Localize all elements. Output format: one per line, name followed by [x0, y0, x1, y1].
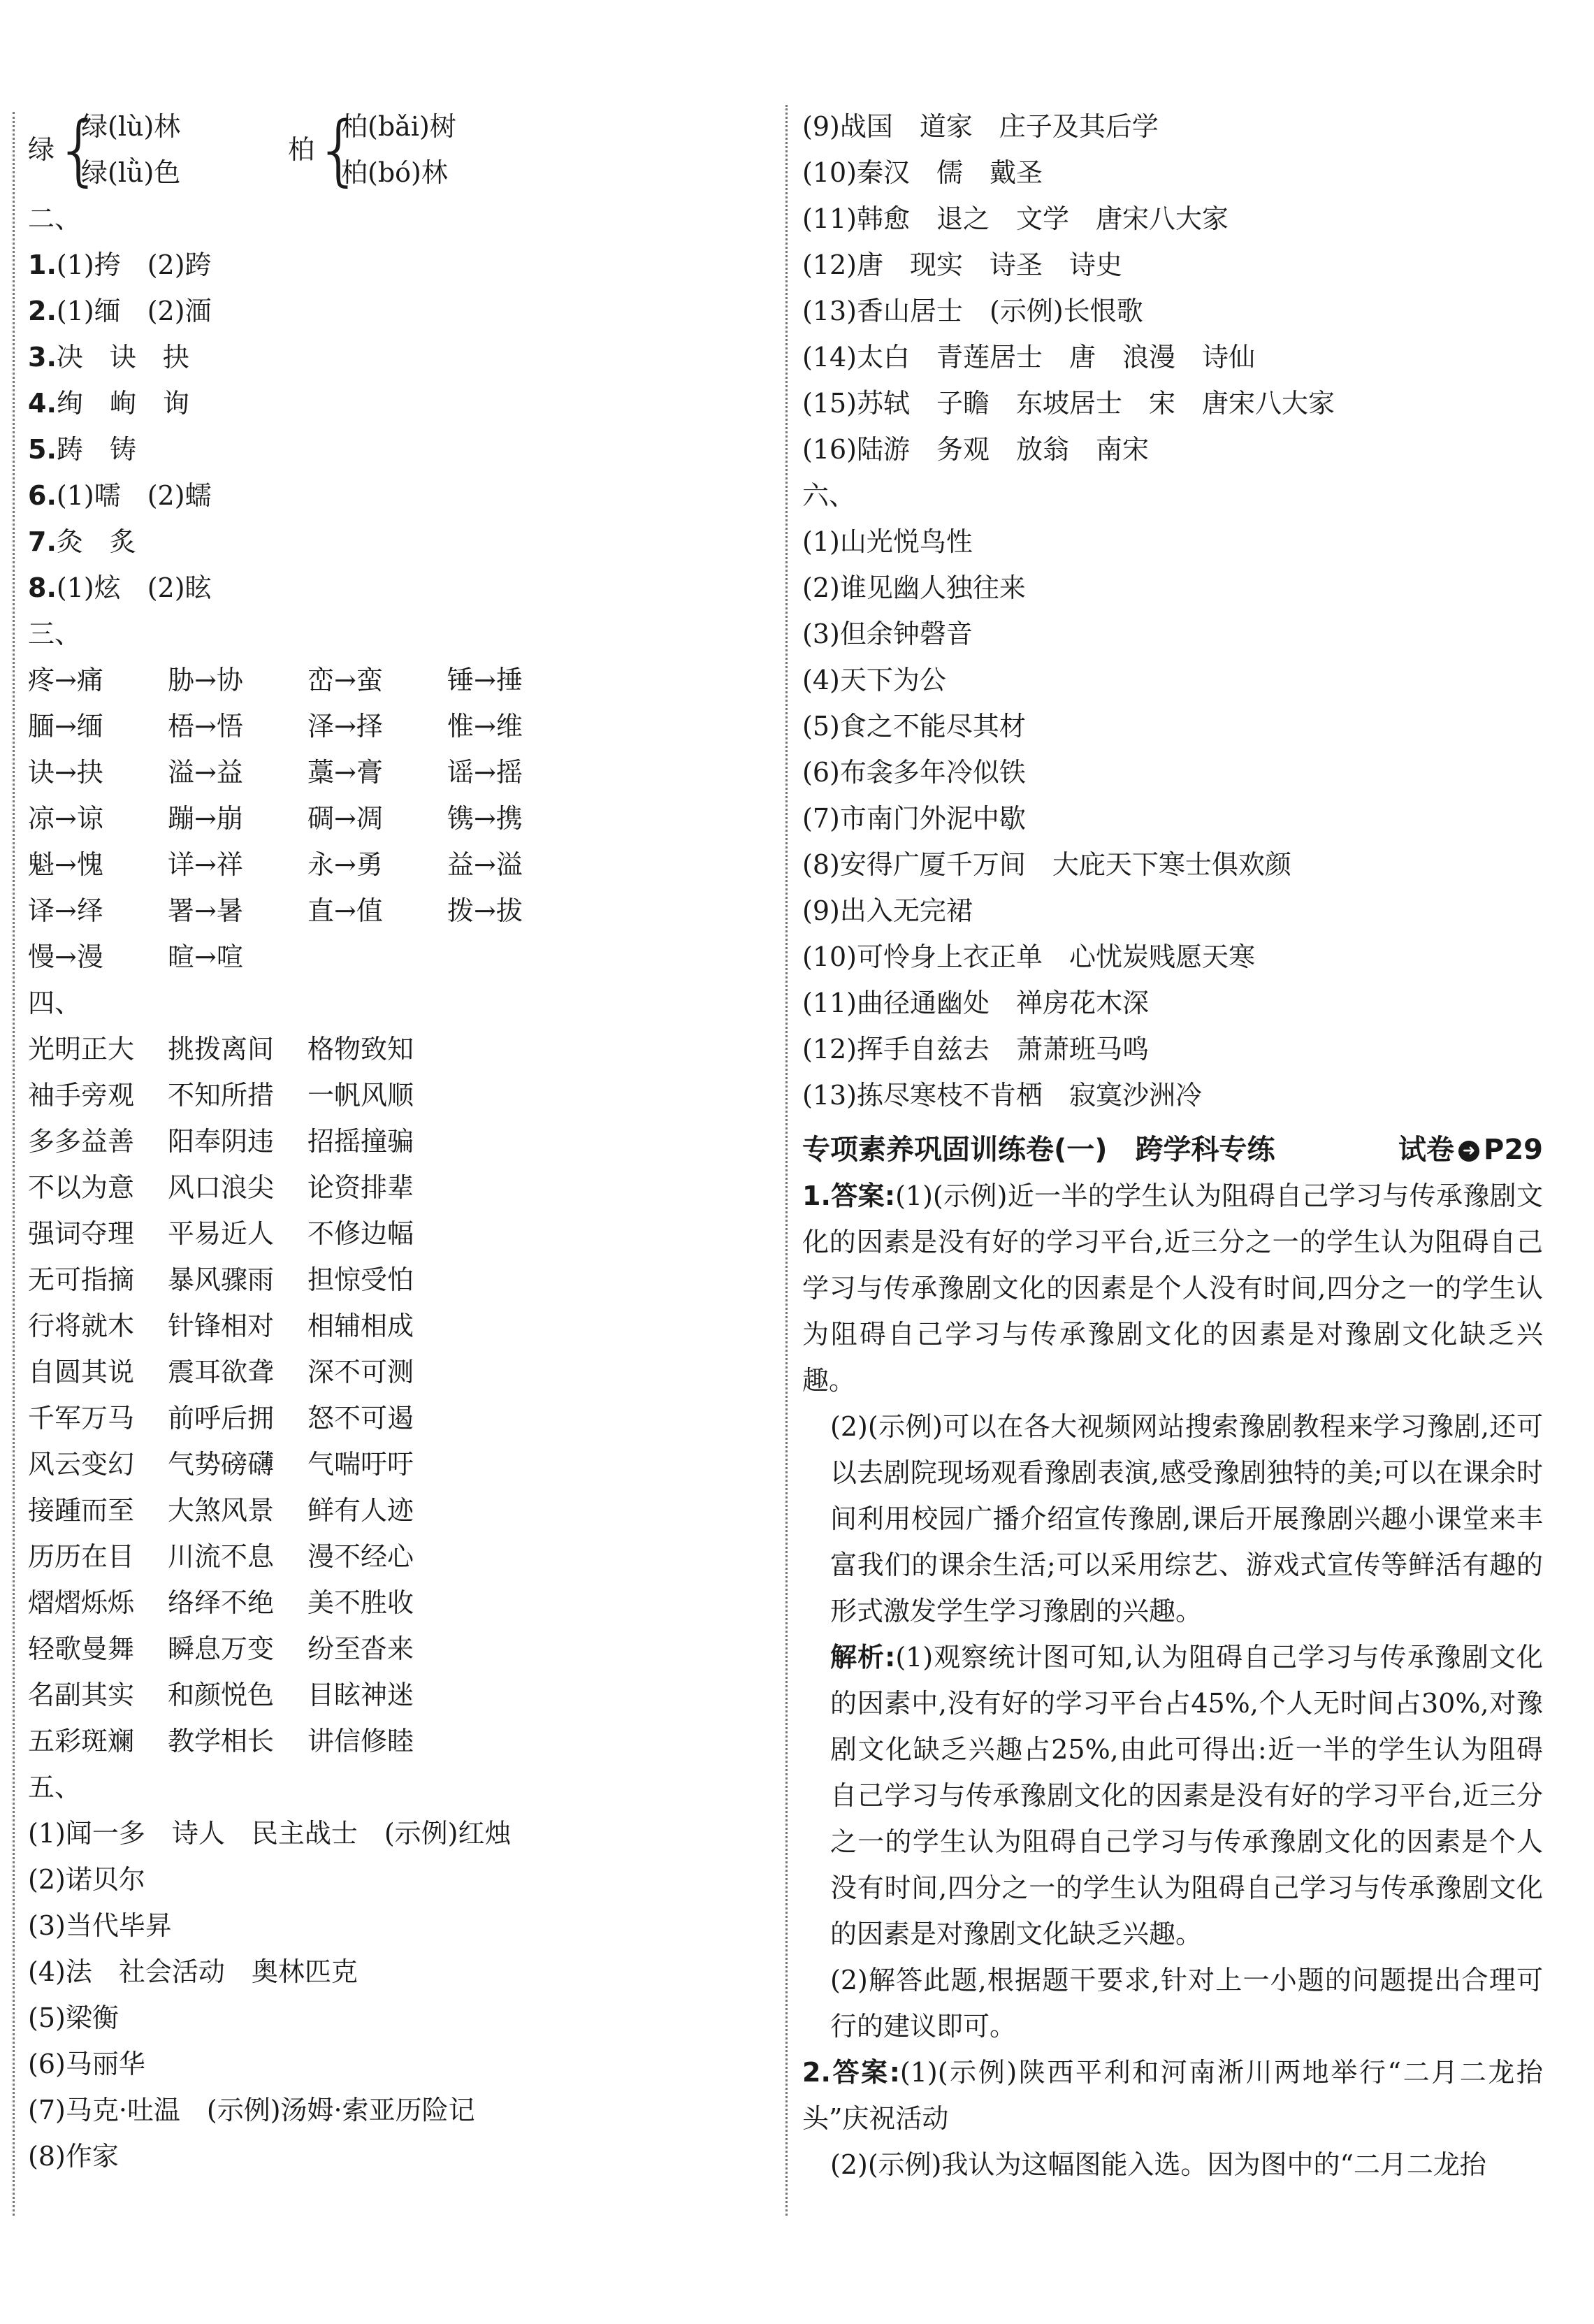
grid-cell: 针锋相对 [168, 1311, 275, 1341]
list-item: (10)可怜身上衣正单 心忧炭贱愿天寒 [802, 941, 1256, 972]
list-item: (9)战国 道家 庄子及其后学 [802, 111, 1159, 142]
grid-row [28, 1441, 769, 1487]
grid-cell: 担惊受怕 [307, 1264, 414, 1295]
list-item: (8)安得广厦千万间 大庇天下寒士俱欢颜 [802, 849, 1291, 880]
pinyin-head: 柏 [288, 134, 315, 165]
grid-cell: 溢→益 [168, 757, 243, 788]
grid-cell: 五彩斑斓 [28, 1726, 135, 1756]
grid-cell: 挑拨离间 [168, 1034, 275, 1064]
grid-row [28, 1395, 769, 1441]
grid-cell: 论资排辈 [307, 1172, 414, 1203]
q2-answer-part1: (1)(示例)陕西平利和河南淅川两地举行“二月二龙抬头”庆祝活动 [802, 2057, 1543, 2134]
list-item: (4)天下为公 [802, 665, 946, 695]
grid-cell: 暴风骤雨 [168, 1264, 275, 1295]
grid-row [28, 1349, 769, 1395]
grid-row [28, 1580, 769, 1626]
list-item: (2)谁见幽人独往来 [802, 572, 1026, 603]
grid-row [28, 1626, 769, 1672]
list-item: (6)马丽华 [28, 2049, 145, 2079]
section-4-grid [28, 1026, 769, 1764]
grid-cell: 大煞风景 [168, 1495, 275, 1526]
grid-cell: 永→勇 [307, 849, 383, 880]
list-item: (7)马克·吐温 (示例)汤姆·索亚历险记 [28, 2095, 475, 2125]
section-3-grid [28, 657, 769, 980]
list-item: (3)当代毕昇 [28, 1910, 172, 1941]
grid-cell: 锤→捶 [447, 665, 523, 695]
grid-cell: 光明正大 [28, 1034, 135, 1064]
grid-cell: 镌→携 [447, 803, 523, 834]
question-2 [802, 2049, 1543, 2188]
grid-cell: 平易近人 [168, 1218, 275, 1249]
pinyin-row: 绿(lǜ)色 [81, 157, 181, 188]
list-item: (9)出入无完裙 [802, 895, 973, 926]
grid-cell: 和颜悦色 [168, 1680, 275, 1710]
section-5-continued [802, 103, 1543, 472]
grid-row [28, 795, 769, 842]
section-2-title: 二、 [28, 203, 82, 234]
grid-cell: 相辅相成 [307, 1311, 414, 1341]
grid-cell: 多多益善 [28, 1126, 135, 1157]
grid-cell: 碉→凋 [307, 803, 383, 834]
grid-cell: 不以为意 [28, 1172, 135, 1203]
q1-answer-part2: (2)(示例)可以在各大视频网站搜索豫剧教程来学习豫剧,还可以去剧院现场观看豫剧表演,感受豫剧独特的美;可以在课余时间利用校园广播介绍宣传豫剧,课后开展豫剧兴趣小课堂来丰富我们的课余生活;可以采用综艺、游戏式宣传等鲜活有趣的形式激发学生学习豫剧的兴趣。 [830, 1411, 1543, 1626]
grid-cell: 峦→蛮 [307, 665, 383, 695]
special-section-heading [802, 1127, 1543, 1173]
grid-cell: 暄→喧 [168, 941, 243, 972]
list-item: (1)山光悦鸟性 [802, 526, 973, 557]
grid-cell: 不知所措 [168, 1080, 275, 1111]
list-item: (13)拣尽寒枝不肯栖 寂寞沙洲冷 [802, 1080, 1203, 1111]
section-3-title: 三、 [28, 619, 82, 649]
q1-answer-part1: (1)(示例)近一半的学生认为阻碍自己学习与传承豫剧文化的因素是没有好的学习平台,近三分之一的学生认为阻碍自己学习与传承豫剧文化的因素是个人没有时间,四分之一的学生认为阻碍自己学习与传承豫剧文化的因素是对豫剧文化缺乏兴趣。 [802, 1181, 1543, 1396]
grid-cell: 行将就木 [28, 1311, 135, 1341]
list-item: (13)香山居士 (示例)长恨歌 [802, 296, 1143, 326]
grid-cell: 漫不经心 [307, 1541, 414, 1572]
grid-cell: 深不可测 [307, 1357, 414, 1387]
section-6-title: 六、 [802, 480, 856, 511]
grid-cell: 不修边幅 [307, 1218, 414, 1249]
pinyin-row: 柏(bǎi)树 [341, 111, 456, 142]
grid-cell: 轻歌曼舞 [28, 1633, 135, 1664]
grid-row [28, 1487, 769, 1533]
grid-cell: 拨→拔 [447, 895, 523, 926]
list-item: 5.踌 铸 [28, 434, 136, 465]
list-item: 6.(1)嚅 (2)蠕 [28, 480, 212, 511]
q1-analysis: 解析:(1)观察统计图可知,认为阻碍自己学习与传承豫剧文化的因素中,没有好的学习平台占45%,个人无时间占30%,对豫剧文化缺乏兴趣占25%,由此可得出:近一半的学生认为阻碍自己学习与传承豫剧文化的因素是没有好的学习平台,近三分之一的学生认为阻碍自己学习与传承豫剧文化的因素是个人没有时间,四分之一的学生认为阻碍自己学习与传承豫剧文化的因素是对豫剧文化缺乏兴趣。 [830, 1642, 1543, 1949]
grid-row [28, 749, 769, 795]
grid-cell: 译→绎 [28, 895, 103, 926]
grid-cell: 凉→谅 [28, 803, 103, 834]
section-5-list [28, 1810, 769, 2179]
grid-row [28, 1118, 769, 1164]
grid-row [28, 1072, 769, 1118]
grid-cell: 教学相长 [168, 1726, 275, 1756]
page-reference [1398, 1127, 1543, 1173]
grid-cell: 接踵而至 [28, 1495, 135, 1526]
list-item: (7)市南门外泥中歇 [802, 803, 1026, 834]
grid-row [28, 1718, 769, 1764]
ref-label: 试卷 [1398, 1133, 1455, 1166]
grid-row [28, 657, 769, 703]
pinyin-row: 柏(bó)林 [341, 157, 448, 188]
grid-cell: 震耳欲聋 [168, 1357, 275, 1387]
grid-cell: 疼→痛 [28, 665, 103, 695]
q2-answer-part2: (2)(示例)我认为这幅图能入选。因为图中的“二月二龙抬 [830, 2149, 1486, 2180]
question-1 [802, 1173, 1543, 2049]
grid-cell: 署→暑 [168, 895, 243, 926]
special-section-title: 专项素养巩固训练卷(一) 跨学科专练 [802, 1134, 1275, 1166]
grid-cell: 历历在目 [28, 1541, 135, 1572]
left-margin-rule [13, 112, 15, 2216]
grid-cell: 魁→愧 [28, 849, 103, 880]
pinyin-row: 绿(lù)林 [81, 111, 181, 142]
list-item: (5)梁衡 [28, 2002, 119, 2033]
grid-row [28, 888, 769, 934]
grid-cell: 胁→协 [168, 665, 243, 695]
arrow-right-icon: ➜ [1458, 1141, 1479, 1162]
grid-cell: 川流不息 [168, 1541, 275, 1572]
grid-row [28, 1533, 769, 1580]
grid-cell: 惟→维 [447, 711, 523, 742]
grid-cell: 瞬息万变 [168, 1633, 275, 1664]
list-item: 2.(1)缅 (2)湎 [28, 296, 212, 326]
list-item: (5)食之不能尽其材 [802, 711, 1026, 742]
grid-row [28, 1672, 769, 1718]
list-item: (12)唐 现实 诗圣 诗史 [802, 250, 1123, 280]
grid-cell: 气势磅礴 [168, 1449, 275, 1480]
grid-cell: 风云变幻 [28, 1449, 135, 1480]
grid-cell: 梧→悟 [168, 711, 243, 742]
list-item: (16)陆游 务观 放翁 南宋 [802, 434, 1150, 465]
grid-cell: 前呼后拥 [168, 1403, 275, 1434]
list-item: (14)太白 青莲居士 唐 浪漫 诗仙 [802, 342, 1256, 373]
pinyin-head: 绿 [28, 134, 55, 165]
column-divider [785, 105, 788, 2216]
q1-analysis-part1: (1)观察统计图可知,认为阻碍自己学习与传承豫剧文化的因素中,没有好的学习平台占45%,个人无时间占30%,对豫剧文化缺乏兴趣占25%,由此可得出:近一半的学生认为阻碍自己学习与传承豫剧文化的因素是没有好的学习平台,近三分之一的学生认为阻碍自己学习与传承豫剧文化的因素是个人没有时间,四分之一的学生认为阻碍自己学习与传承豫剧文化的因素是对豫剧文化缺乏兴趣。 [830, 1642, 1543, 1949]
grid-cell: 无可指摘 [28, 1264, 135, 1295]
section-4-title: 四、 [28, 988, 82, 1018]
grid-cell: 鲜有人迹 [307, 1495, 414, 1526]
list-item: (4)法 社会活动 奥林匹克 [28, 1956, 358, 1987]
list-item: (2)诺贝尔 [28, 1864, 145, 1895]
grid-row [28, 1026, 769, 1072]
grid-cell: 谣→摇 [447, 757, 523, 788]
grid-cell: 腼→缅 [28, 711, 103, 742]
grid-cell: 详→祥 [168, 849, 243, 880]
grid-cell: 袖手旁观 [28, 1080, 135, 1111]
grid-cell: 泽→择 [307, 711, 383, 742]
section-2-list [28, 242, 769, 611]
grid-cell: 诀→抉 [28, 757, 103, 788]
grid-row [28, 842, 769, 888]
grid-cell: 千军万马 [28, 1403, 135, 1434]
grid-row [28, 1257, 769, 1303]
list-item: 8.(1)炫 (2)眩 [28, 572, 212, 603]
left-column [28, 103, 769, 2179]
grid-cell: 慢→漫 [28, 941, 103, 972]
brace-icon: { [55, 105, 103, 194]
grid-cell: 美不胜收 [307, 1587, 414, 1618]
grid-cell: 名副其实 [28, 1680, 135, 1710]
grid-cell: 直→值 [307, 895, 383, 926]
section-5-title: 五、 [28, 1772, 82, 1803]
grid-cell: 目眩神迷 [307, 1680, 414, 1710]
right-column [802, 103, 1543, 2188]
list-item: (1)闻一多 诗人 民主战士 (示例)红烛 [28, 1818, 512, 1849]
grid-cell: 怒不可遏 [307, 1403, 414, 1434]
list-item: (11)曲径通幽处 禅房花木深 [802, 988, 1150, 1018]
list-item: 3.决 诀 抉 [28, 342, 189, 373]
grid-cell: 自圆其说 [28, 1357, 135, 1387]
grid-cell: 招摇撞骗 [307, 1126, 414, 1157]
grid-cell: 强词夺理 [28, 1218, 135, 1249]
list-item: (11)韩愈 退之 文学 唐宋八大家 [802, 203, 1229, 234]
list-item: (3)但余钟磬音 [802, 619, 973, 649]
grid-cell: 一帆风顺 [307, 1080, 414, 1111]
list-item: (6)布衾多年冷似铁 [802, 757, 1026, 788]
grid-row [28, 703, 769, 749]
list-item: (12)挥手自兹去 萧萧班马鸣 [802, 1034, 1150, 1064]
list-item: 7.灸 炙 [28, 526, 136, 557]
ref-page: P29 [1484, 1134, 1543, 1166]
grid-cell: 阳奉阴违 [168, 1126, 275, 1157]
grid-cell: 络绎不绝 [168, 1587, 275, 1618]
q1-answer: 1.答案:(1)(示例)近一半的学生认为阻碍自己学习与传承豫剧文化的因素是没有好的学习平台,近三分之一的学生认为阻碍自己学习与传承豫剧文化的因素是个人没有时间,四分之一的学生认为阻碍自己学习与传承豫剧文化的因素是对豫剧文化缺乏兴趣。 [802, 1181, 1543, 1396]
section-6-list [802, 519, 1543, 1118]
list-item: 1.(1)挎 (2)跨 [28, 250, 212, 280]
grid-row [28, 1303, 769, 1349]
grid-cell: 熠熠烁烁 [28, 1587, 135, 1618]
grid-cell: 藁→膏 [307, 757, 383, 788]
pinyin-section [28, 103, 769, 196]
grid-cell: 格物致知 [307, 1034, 414, 1064]
grid-cell: 讲信修睦 [307, 1726, 414, 1756]
grid-cell: 蹦→崩 [168, 803, 243, 834]
q2-answer: 2.答案:(1)(示例)陕西平利和河南淅川两地举行“二月二龙抬头”庆祝活动 [802, 2057, 1543, 2134]
list-item: 4.绚 峋 询 [28, 388, 189, 419]
list-item: (10)秦汉 儒 戴圣 [802, 157, 1043, 188]
grid-cell: 风口浪尖 [168, 1172, 275, 1203]
q1-analysis-part2: (2)解答此题,根据题干要求,针对上一小题的问题提出合理可行的建议即可。 [830, 1965, 1543, 2042]
list-item: (8)作家 [28, 2141, 119, 2172]
grid-cell: 益→溢 [447, 849, 523, 880]
grid-row [28, 1211, 769, 1257]
brace-icon: { [314, 105, 363, 194]
grid-row [28, 934, 769, 980]
grid-row [28, 1164, 769, 1211]
grid-cell: 气喘吁吁 [307, 1449, 414, 1480]
grid-cell: 纷至沓来 [307, 1633, 414, 1664]
list-item: (15)苏轼 子瞻 东坡居士 宋 唐宋八大家 [802, 388, 1335, 419]
